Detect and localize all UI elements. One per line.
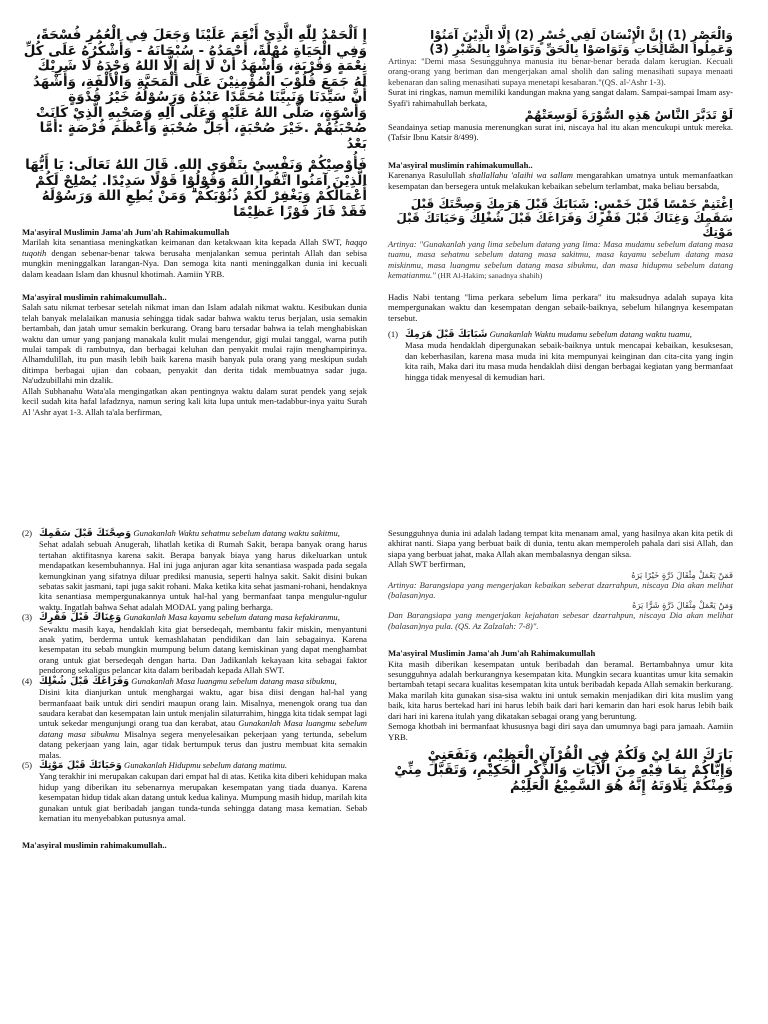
item-arabic: وَغِنَاكَ قَبْلَ فَقْرِكَ: [39, 612, 122, 624]
item-text: Yang terakhir ini merupakan cakupan dari empat hal di atas. Ketika kita diberi kehidupan maka hidup yang diberikan itu sebenarnya merupakan kesempatan yang tiada duanya. Karena kesempatan hidup tidak akan datang untuk kedua kalinya. Mumpung masih hidup, marilah kita gunakan untuk giat beribadah jangan tunda-tunda sehingga datang masa kematian. Sebab kematian itu menyebabkan putusnya amal.: [39, 771, 367, 823]
item-text: Sehat adalah sebuah Anugerah, lihatlah ketika di Rumah Sakit, berapa banyak orang harus tertahan aktifitasnya karena sakit. Berapa banyak biaya yang harus dikeluarkan untuk mendapatkan kesembuhannya. Hal ini juga anjuran agar kita senantiasa waspada pada segala kemungkinan yang sifatnya diluar prediksi manusia, seperti halnya sakit. Sakit disini bukan sebatas sakit jasmani, tapi juga sakit rohani. Maka ketika kita sehat jasmani-rohani, hendaknya kita senantiasa mempergunakannya untuk hal-hal yang bermanfaat tanpa mengulur-ngulur waktu. Ingatlah bahwa Sehat adalah MODAL yang paling berharga.: [39, 539, 367, 612]
column-bottom-left: [22, 528, 367, 851]
item-title: Gunakanlah Waktu sehatmu sebelum datang waktu sakitmu,: [133, 528, 340, 538]
arabic-opening-hamdalah: إِ اَلْحَمْدُ لِلّٰهِ الَّذِيْ أَنْعَمَ عَلَيْنَا وَجَعَلَ فِي الْعُمُرِ فُسْحَةً، وَفِي الْحَيَاةِ مُهْلَةً، أَحْمَدُهُ - سُبْحَانَهُ - وَأَشْكُرُهُ عَلَى كُلِّ نِعْمَةٍ وَقُرْبَةٍ، وَأَشْهَدُ أَنْ لَا إِلٰهَ إِلَّا اللهُ وَحْدَهُ لَا شَرِيْكَ لَهُ جَمَعَ قُلُوْبَ الْمُؤْمِنِيْنَ عَلَى الْمَحَبَّةِ وَالْأُلْفَةِ، وَأَشْهَدُ أَنَّ سَيِّدَنَا وَنَبِيَّنَا مُحَمَّدًا عَبْدُهُ وَرَسُوْلُهُ خَيْرُ قُدْوَةٍ وَأُسْوَةٍ، صَلَّى اللهُ عَلَيْهِ وَعَلَى آلِهِ وَصَحْبِهِ الَّذِيْ كَانَتْ صُحْبَتُهُمْ .خَيْرَ صُحْبَةٍ، أَجَلَّ صُحْبَةٍ وَأَعْظَمَ فُرْصَةٍ :أَمَّا بَعْدُ: [23, 27, 367, 152]
paragraph-rasulullah: Karenanya Rasulullah shallallahu 'alaihi wa sallam mengarahkan umatnya untuk memanfaatkan kesempatan dan bersegera untuk melakukan kebaikan sebelum terlambat, maka beliau bersabda,: [388, 170, 733, 191]
arabic-closing-doa: بَارَكَ اللهُ لِيْ وَلَكُمْ فِي الْقُرْآنِ الْعَظِيْمِ، وَنَفَعَنِيْ وَإِيَّاكُمْ بِمَا فِيْهِ مِنَ الْآيَاتِ وَالذِّكْرِ الْحَكِيْمِ، وَتَقَبَّلَ مِنِّيْ وَمِنْكُمْ تِلَاوَتَهُ إِنَّهُ هُوَ السَّمِيْعُ الْعَلِيْمُ: [394, 746, 733, 794]
list-item: [22, 528, 367, 612]
column-top-left: [22, 28, 367, 417]
section-heading: Ma'asyiral muslimin rahimakumullah..: [22, 840, 167, 851]
paragraph-imam-syafii: Surat ini ringkas, namun memiliki kandungan makna yang sangat dalam. Sampai-sampai Imam asy-Syafi'i rahimahullah berkata,: [388, 87, 733, 108]
item-arabic: وَحَيَاتَكَ قَبْلَ مَوْتِكَ: [39, 759, 122, 771]
item-text: Sewaktu masih kaya, hendaklah kita giat bersedeqah, membantu fakir miskin, menyantuni anak yatim, berderma untuk kemashlahatan pendidikan dan lain sebagainya. Karena kesempatan itu sebab mungkin mumpung belum datang kemiskinan yang dapat menghambat orang untuk giat bersedeqah dengan harta. Dan Jadikanlah kekayaan kita sebagai faktor pendorong sekaligus pelancar kita dalam beribadah kepada Allah SWT.: [39, 623, 367, 676]
paragraph-hadis-explained: Hadis Nabi tentang "lima perkara sebelum lima perkara" itu maksudnya adalah supaya kita mempergunakan waktu dan kesempatan dengan sebaik-baiknya, sebelum hilangnya kesempatan tersebut.: [388, 291, 733, 323]
item-number: (5): [22, 759, 33, 770]
paragraph-allah-berfirman: Allah SWT berfirman,: [388, 559, 466, 570]
item-text: Masa muda hendaklah dipergunakan sebaik-baiknya untuk mencapai kebaikan, kesuksesan, dan keberhasilan, karena masa muda ini kita mempunyai keinginan dan cita-cita yang ingin kita raih, Maka dari itu masa muda hendaklah diisi dengan berbagai kegiatan yang bermanfaat hingga tidak menyesal di kemudian hari.: [405, 340, 733, 382]
item-title: Gunakanlah Hidupmu sebelum datang matimu.: [124, 759, 288, 770]
arabic-zalzalah-7: فَمَنْ يَعْمَلْ مِثْقَالَ ذَرَّةٍ خَيْرًا يَرَهُ: [631, 569, 733, 580]
list-item: [22, 760, 367, 823]
list-item: [22, 676, 367, 760]
paragraph-ladang-amal: Sesungguhnya dunia ini adalah ladang tempat kita menanam amal, yang hasilnya akan kita petik di akhirat nanti. Siapa yang berbuat baik di dunia, tentu akan memperoleh pahala dari sisi Allah, dan siapa yang berbuat jahat, maka Allah akan membalasnya dengan siksa.: [388, 528, 733, 559]
paragraph-kesempatan-beramal: Kita masih diberikan kesempatan untuk beribadah dan beramal. Bertambahnya umur kita sesungguhnya adalah berkurangnya kesempatan kita. Mungkin secara kuantitas umur kita semakin bertambah tetapi secara kualitas kesempatan kita untuk beribadah kepada Allah semakin berkurang. Maka marilah kita gunakan sisa-sisa waktu ini untuk semakin menjadikan diri kita muslim yang baik, kita harus bertekad hari ini harus lebih baik dari hari kemarin dan hari esok harus lebih baik dari hari ini karena itulah yang dikatakan sebagai orang yang beruntung.: [388, 658, 733, 721]
paragraph-semoga-bermanfaat: Semoga khotbah ini bermanfaat khususnya bagi diri saya dan umumnya bagi para jamaah. Aamiin YRB.: [388, 721, 733, 742]
arabic-taqwa-wasiat: فَأُوْصِيْكُمْ وَنَفْسِيْ بِتَقْوَى اللهِ. قَالَ اللهُ تَعَالَى: يَا أَيُّهَا الَّذِيْنَ آمَنُوا اتَّقُوا اللهَ وَقُوْلُوْا قَوْلًا سَدِيْدًا. يُصْلِحْ لَكُمْ أَعْمَالَكُمْ وَيَغْفِرْ لَكُمْ ذُنُوْبَكُمْ ۗ وَمَنْ يُطِعِ اللهَ وَرَسُوْلَهُ فَقَدْ فَازَ فَوْزًا عَظِيْمًا: [25, 157, 367, 220]
item-title: Gunakanlah Waktu mudamu sebelum datang waktu tuamu,: [489, 328, 692, 339]
item-title: Gunakanlah Masa kayamu sebelum datang masa kefakiranmu,: [123, 612, 340, 623]
item-title: Gunakanlah Masa luangmu sebelum datang masa sibukmu,: [131, 675, 337, 686]
item-number: (2): [22, 528, 33, 538]
section-heading: Ma'asyiral Muslimin Jama'ah Jum'ah Rahimakumullah: [388, 648, 596, 659]
paragraph-taqwa: Marilah kita senantiasa meningkatkan keimanan dan ketakwaan kita kepada Allah SWT, haqqo tuqotih dengan sebenar-benar takwa berusaha menjalankan semua perintah Allah dan sebisa mungkin meninggalkan larangan-Nya. Dan semoga kita nanti meninggalkan dunia ini kecuali dalam keadaan Islam dan khusnul khotimah. Aamiin YRB.: [22, 237, 367, 279]
section-heading: Ma'asyiral Muslimin Jama'ah Jum'ah Rahimakumullah: [22, 227, 230, 237]
translation-al-ashr: Artinya: "Demi masa Sesungguhnya manusia itu benar-benar berada dalam kerugian. Kecuali orang-orang yang beriman dan mengerjakan amal sholih dan saling menasihati supaya menaati kebenaran dan saling menasihati supaya menetapi kesabaran."(QS. al-'Ashr 1-3).: [388, 56, 733, 87]
list-item: [22, 612, 367, 675]
item-number: (4): [22, 675, 33, 686]
translation-zalzalah-7: Artinya: Barangsiapa yang mengerjakan kebaikan seberat dzarrahpun, niscaya Dia akan melihat (balasan)nya.: [388, 579, 733, 601]
arabic-hadith-lima-perkara: اِغْتَنِمْ خَمْسًا قَبْلَ خَمْسٍ: شَبَابَكَ قَبْلَ هَرَمِكَ وَصِحَّتَكَ قَبْلَ سَقَمِكَ وَغِنَاكَ قَبْلَ فَقْرِكَ وَفَرَاغَكَ قَبْلَ شُغْلِكَ وَحَيَاتَكَ قَبْلَ مَوْتِكَ: [396, 197, 733, 240]
item-arabic: وَصِحَّتَكَ قَبْلَ سَقَمِكَ: [39, 528, 132, 539]
column-top-right: [388, 28, 733, 382]
list-item: [388, 329, 733, 382]
item-text: Disini kita dianjurkan untuk menghargai waktu, agar bisa diisi dengan hal-hal yang bermanfaaat baik untuk diri sendiri maupun orang lain. Misalnya, menengok orang tua dan saudara kerabat dan kesempatan lain untuk menjalin silaturrahim, hingga kita tidak sempat lagi untuk sekedar mengunjungi orang tua dan kerabat, atau Gunakanlah Masa luangmu sebelum datang masa sibukmu Misalnya segera menyelesaikan pekerjaan yang tertunda, sebelum datang pekerjaan yang lain, agar tidak bertumpuk terus dan justru membuat kita semakin malas.: [39, 687, 367, 760]
translation-syafii: Seandainya setiap manusia merenungkan surat ini, niscaya hal itu akan mencukupi untuk mereka. (Tafsir Ibnu Katsir 8/499).: [388, 122, 733, 143]
translation-hadith: Artinya: "Gunakanlah yang lima sebelum datang yang lima: Masa mudamu sebelum datang masa tuamu, masa sehatmu sebelum datang masa sakitmu, masa kayamu sebelum datang masa miskinmu, masa luangmu sebelum datang masa sibukmu, dan masa hidupmu sebelum datang kematianmu." (HR Al-Hakim; sanadnya shahih): [388, 239, 733, 281]
section-heading: Ma'asyiral muslimin rahimakumullah..: [388, 159, 533, 170]
paragraph-surah-al-ashr-intro: Allah Subhanahu Wata'ala mengingatkan akan pentingnya waktu dalam surat pendek yang sejak kecil sudah kita hafal lafadznya, namun sering kali kita lupa untuk men-tadabbur-inya yaitu Surah Al 'Ashr ayat 1-3. Allah ta'ala berfirman,: [22, 385, 367, 417]
translation-zalzalah-8: Dan Barangsiapa yang mengerjakan kejahatan sebesar dzarrahpun, niscaya Dia akan melihat (balasan)nya pula. (QS. Az Zalzalah: 7-8)".: [388, 610, 733, 631]
item-number: (3): [22, 612, 33, 623]
section-heading: Ma'asyiral muslimin rahimakumullah..: [22, 292, 167, 303]
column-bottom-right: [388, 528, 733, 794]
paragraph-nikmat-waktu: Salah satu nikmat terbesar setelah nikmat iman dan Islam adalah nikmat waktu. Kesibukan dunia telah banyak melalaikan manusia sehingga tidak sadar bahwa waktu terus berjalan, usia semakin bertambah, dan jatah umur semakin berkurang. Orang baru tersadar bahwa ia telah menghabiskan waktu dan umur yang panjang manakala kulit mulai mengendur, gigi mulai tanggal, warna putih mulai tampak di rambutnya, dan berbagai keluhan dan penyakit mulai rajin menghampirinya. Alhamdulillah, itu pun masih lebih baik karena masih banyak pula orang yang meskipun sudah ditimpa berbagai ujian dan cobaan, penyakit dan derita tidak membuatnya sadar juga. Na'udzubillahi min dzalik.: [22, 302, 367, 386]
arabic-zalzalah-8: وَمَنْ يَعْمَلْ مِثْقَالَ ذَرَّةٍ شَرًّا يَرَهُ: [632, 600, 733, 611]
item-number: (1): [388, 328, 399, 339]
arabic-quote-syafii: لَوْ تَدَبَّرَ النَّاسُ هَذِهِ السُّوْرَةَ لَوَسِعَتْهُمْ: [524, 108, 733, 123]
arabic-surah-al-ashr: وَالْعَصْرِ (1) إِنَّ الْإِنْسَانَ لَفِي خُسْرٍ (2) إِلَّا الَّذِيْنَ آمَنُوْا وَعَمِلُوا الصَّالِحَاتِ وَتَوَاصَوْا بِالْحَقِّ وَتَوَاصَوْا بِالصَّبْرِ (3): [429, 28, 733, 56]
item-arabic: شَبَابَكَ قَبْلَ هَرَمِكَ: [405, 328, 488, 340]
item-arabic: وَفَرَاغَكَ قَبْلَ شُغْلِكَ: [39, 675, 130, 687]
